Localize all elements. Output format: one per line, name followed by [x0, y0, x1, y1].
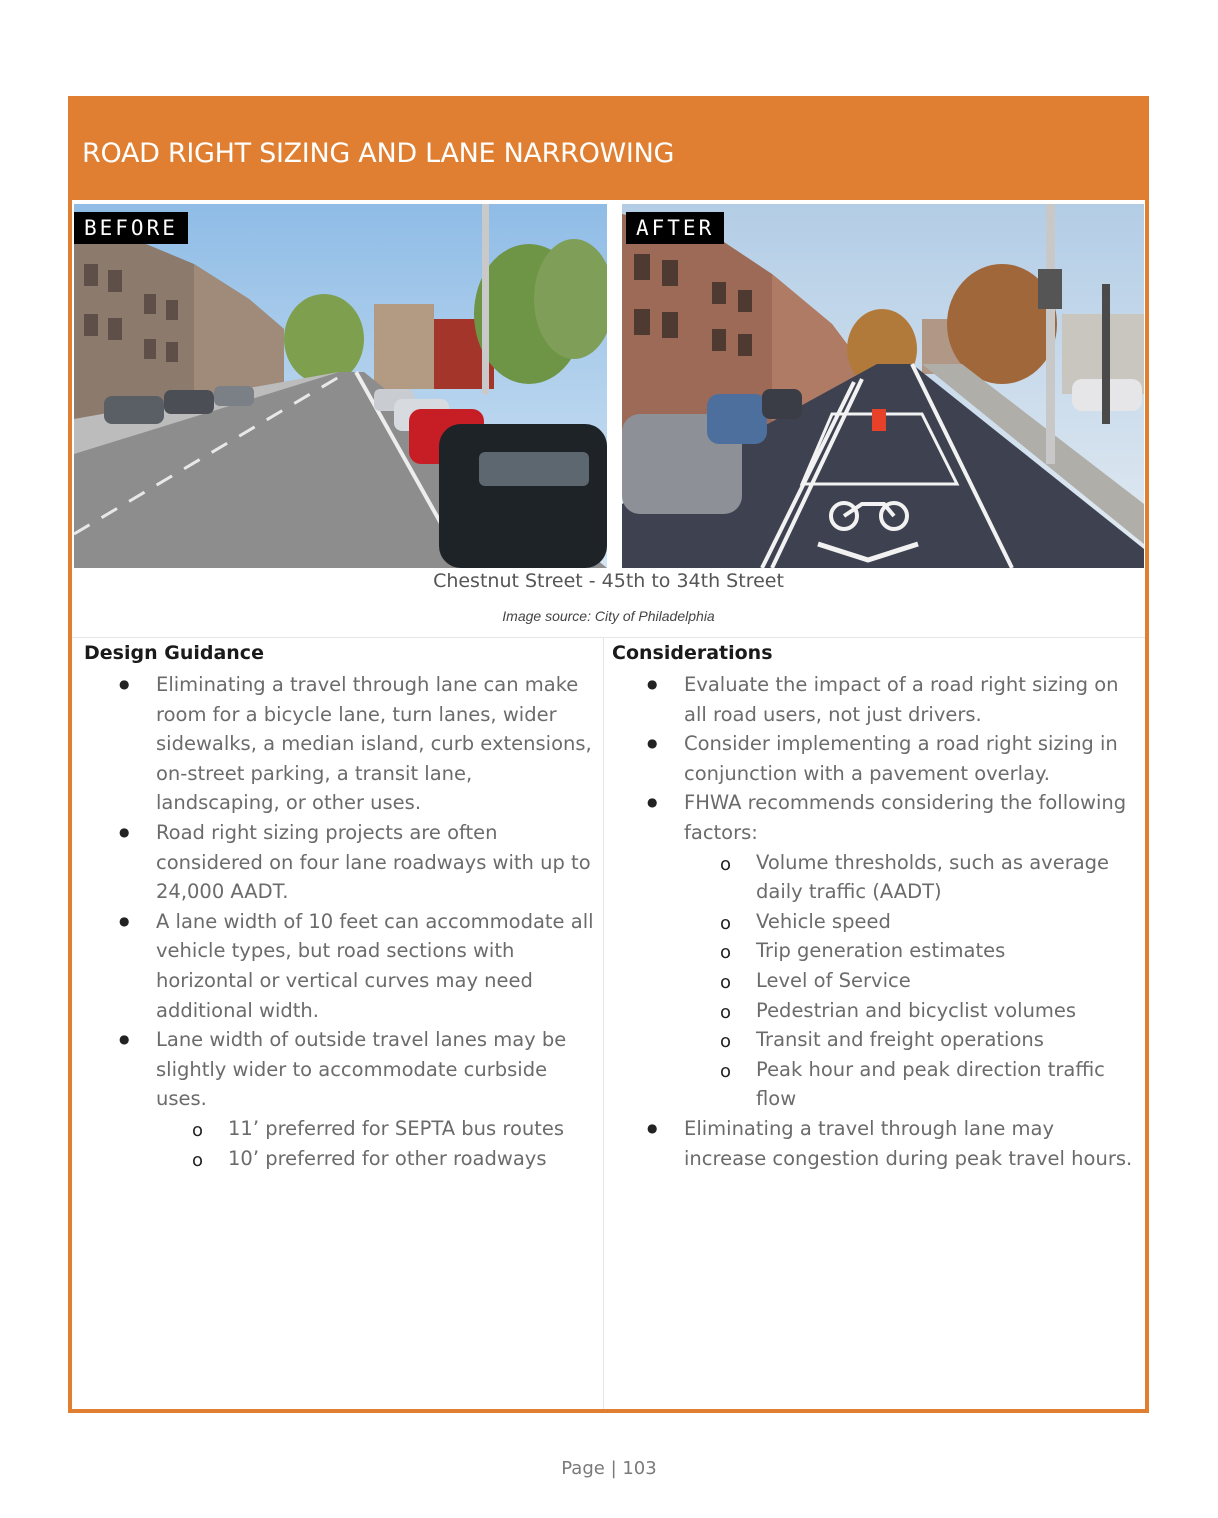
- sub-list-item: o Level of Service: [612, 966, 1142, 996]
- list-item: ● A lane width of 10 feet can accommodate all vehicle types, but road sections with horizontal or vertical curves may need additional width.: [84, 907, 599, 1025]
- before-label: BEFORE: [74, 212, 188, 244]
- sub-list-item: o Vehicle speed: [612, 907, 1142, 937]
- sub-list-item: o 11’ preferred for SEPTA bus routes: [84, 1114, 599, 1144]
- list-item: ● Road right sizing projects are often considered on four lane roadways with up to 24,000 AADT.: [84, 818, 599, 907]
- design-guidance-column: [84, 642, 599, 1173]
- content-frame: [68, 96, 1149, 1413]
- sub-list-item: o 10’ preferred for other roadways: [84, 1144, 599, 1174]
- after-label: AFTER: [626, 212, 724, 244]
- title-bar: [72, 100, 1145, 200]
- sub-list-item: o Peak hour and peak direction traffic flow: [612, 1055, 1142, 1114]
- list-item: ● Evaluate the impact of a road right sizing on all road users, not just drivers.: [612, 670, 1142, 729]
- list-item: ● Lane width of outside travel lanes may be slightly wider to accommodate curbside uses.: [84, 1025, 599, 1114]
- photo-gap: [607, 204, 622, 568]
- considerations-list: [612, 670, 1142, 1173]
- sub-list-item: o Trip generation estimates: [612, 936, 1142, 966]
- design-guidance-list: [84, 670, 599, 1173]
- column-divider: [603, 638, 604, 1409]
- sub-list-item: o Pedestrian and bicyclist volumes: [612, 996, 1142, 1026]
- design-guidance-heading: Design Guidance: [84, 642, 264, 664]
- list-item: ● Consider implementing a road right sizing in conjunction with a pavement overlay.: [612, 729, 1142, 788]
- page-number: Page | 103: [561, 1458, 657, 1479]
- sub-list-item: o Transit and freight operations: [612, 1025, 1142, 1055]
- list-item: ● Eliminating a travel through lane can make room for a bicycle lane, turn lanes, wider sidewalks, a median island, curb extensions, on-street parking, a transit lane, landscaping, or other uses.: [84, 670, 599, 818]
- page-title: ROAD RIGHT SIZING AND LANE NARROWING: [82, 138, 675, 169]
- list-item: ● Eliminating a travel through lane may increase congestion during peak travel hours.: [612, 1114, 1142, 1173]
- list-item: ● FHWA recommends considering the following factors:: [612, 788, 1142, 847]
- section-divider: [72, 637, 1145, 638]
- photo-caption: Chestnut Street - 45th to 34th Street: [433, 570, 784, 592]
- image-source: Image source: City of Philadelphia: [502, 608, 715, 624]
- before-photo: [74, 204, 607, 568]
- sub-list-item: o Volume thresholds, such as average daily traffic (AADT): [612, 848, 1142, 907]
- after-photo: [622, 204, 1144, 568]
- considerations-column: [612, 642, 1142, 1173]
- considerations-heading: Considerations: [612, 642, 773, 664]
